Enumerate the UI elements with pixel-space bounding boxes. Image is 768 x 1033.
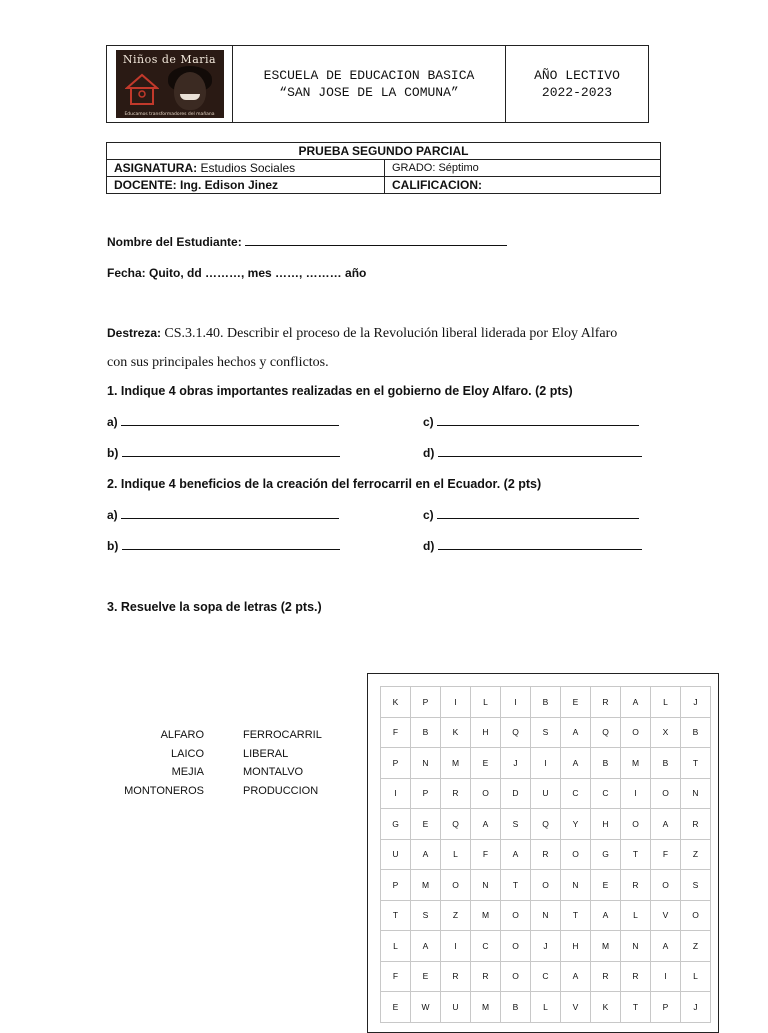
grid-cell[interactable]: S — [531, 717, 561, 748]
grid-cell[interactable]: L — [471, 687, 501, 718]
grid-cell[interactable]: N — [531, 900, 561, 931]
calificacion-cell: CALIFICACION: — [385, 177, 661, 194]
grid-cell[interactable]: U — [531, 778, 561, 809]
q2-answer-a-field[interactable] — [121, 508, 339, 519]
grid-cell[interactable]: M — [411, 870, 441, 901]
grid-cell[interactable]: O — [441, 870, 471, 901]
grid-row — [381, 809, 711, 840]
grid-cell[interactable]: F — [471, 839, 501, 870]
grid-cell[interactable]: E — [591, 870, 621, 901]
grid-cell[interactable]: C — [561, 778, 591, 809]
q1-answer-c-field[interactable] — [437, 415, 639, 426]
grid-cell[interactable]: I — [651, 961, 681, 992]
grid-cell[interactable]: O — [621, 809, 651, 840]
grid-cell[interactable]: G — [591, 839, 621, 870]
logo-caption: Educamos transformadores del mañana — [124, 112, 215, 117]
word-list-right — [243, 726, 322, 800]
grid-cell[interactable]: V — [651, 900, 681, 931]
grid-cell[interactable]: J — [531, 931, 561, 962]
grid-cell[interactable]: N — [621, 931, 651, 962]
word-item: MONTONEROS — [124, 784, 204, 797]
school-name-cell — [233, 46, 506, 122]
exam-title: PRUEBA SEGUNDO PARCIAL — [107, 143, 661, 160]
q2-answer-d-field[interactable] — [438, 539, 642, 550]
destreza-text-1: CS.3.1.40. Describir el proceso de la Revolución liberal liderada por Eloy Alfaro — [164, 326, 618, 341]
word-item: LAICO — [170, 747, 204, 760]
school-line-2: “SAN JOSE DE LA COMUNA” — [279, 85, 459, 100]
grid-cell[interactable]: E — [411, 809, 441, 840]
grid-cell[interactable]: D — [501, 778, 531, 809]
grid-cell[interactable]: R — [621, 961, 651, 992]
grid-cell[interactable]: R — [681, 809, 711, 840]
grid-cell[interactable]: T — [501, 870, 531, 901]
exam-info-table — [106, 142, 661, 194]
grid-cell[interactable]: O — [621, 717, 651, 748]
grid-cell[interactable]: O — [561, 839, 591, 870]
grid-cell[interactable]: L — [531, 992, 561, 1023]
q1-answer-d — [423, 446, 642, 460]
grid-cell[interactable]: P — [651, 992, 681, 1023]
grid-cell[interactable]: T — [561, 900, 591, 931]
grid-cell[interactable]: R — [531, 839, 561, 870]
docente-cell: DOCENTE: Ing. Edison Jinez — [107, 177, 385, 194]
q2-option-d-label: d) — [423, 539, 435, 553]
grid-cell[interactable]: N — [411, 748, 441, 779]
grid-cell[interactable]: B — [411, 717, 441, 748]
grid-cell[interactable]: A — [561, 748, 591, 779]
grid-cell[interactable]: R — [441, 778, 471, 809]
question-1: 1. Indique 4 obras importantes realizadas en el gobierno de Eloy Alfaro. (2 pts) — [107, 384, 573, 398]
grid-cell[interactable]: S — [681, 870, 711, 901]
grid-row — [381, 839, 711, 870]
destreza-line-1 — [107, 326, 617, 342]
grid-cell[interactable]: Q — [591, 717, 621, 748]
grid-cell[interactable]: M — [441, 748, 471, 779]
grid-cell[interactable]: J — [501, 748, 531, 779]
q1-answer-b — [107, 446, 340, 460]
grid-cell[interactable]: J — [681, 992, 711, 1023]
grid-cell[interactable]: C — [471, 931, 501, 962]
grid-cell[interactable]: L — [621, 900, 651, 931]
grid-cell[interactable]: B — [591, 748, 621, 779]
q2-option-c-label: c) — [423, 508, 434, 522]
grid-row — [381, 992, 711, 1023]
logo-title: Niños de Maria — [122, 53, 217, 66]
grid-cell[interactable]: L — [381, 931, 411, 962]
grid-cell[interactable]: S — [501, 809, 531, 840]
grid-cell[interactable]: O — [651, 778, 681, 809]
grid-cell[interactable]: T — [621, 992, 651, 1023]
grid-cell[interactable]: K — [441, 717, 471, 748]
grid-cell[interactable]: O — [501, 900, 531, 931]
grid-cell[interactable]: R — [591, 961, 621, 992]
q1-answer-d-field[interactable] — [438, 446, 642, 457]
q2-option-b-label: b) — [107, 539, 119, 553]
grid-cell[interactable]: E — [381, 992, 411, 1023]
grid-cell[interactable]: B — [651, 748, 681, 779]
grid-cell[interactable]: A — [651, 809, 681, 840]
grid-cell[interactable]: I — [531, 748, 561, 779]
grid-cell[interactable]: A — [411, 839, 441, 870]
date-line: Fecha: Quito, dd ………, mes ……, ……… año — [107, 266, 367, 280]
logo-cell — [107, 46, 233, 122]
grid-cell[interactable]: F — [381, 717, 411, 748]
grid-cell[interactable]: N — [561, 870, 591, 901]
grid-cell[interactable]: K — [381, 687, 411, 718]
word-search-grid — [380, 686, 711, 1023]
grid-cell[interactable]: G — [381, 809, 411, 840]
grid-cell[interactable]: S — [411, 900, 441, 931]
grid-cell[interactable]: Q — [441, 809, 471, 840]
child-photo — [174, 72, 206, 110]
grid-cell[interactable]: L — [651, 687, 681, 718]
q1-answer-a-field[interactable] — [121, 415, 339, 426]
student-name-label: Nombre del Estudiante: — [107, 235, 242, 249]
q1-answer-c — [423, 415, 639, 429]
school-year-cell — [506, 46, 648, 122]
grid-cell[interactable]: E — [411, 961, 441, 992]
grid-cell[interactable]: A — [411, 931, 441, 962]
q1-answer-a — [107, 415, 339, 429]
grid-cell[interactable]: P — [381, 870, 411, 901]
grid-cell[interactable]: O — [531, 870, 561, 901]
word-item: PRODUCCION — [243, 784, 319, 797]
destreza-text-2: con sus principales hechos y conflictos. — [107, 355, 329, 370]
grid-cell[interactable]: I — [381, 778, 411, 809]
grid-cell[interactable]: L — [681, 961, 711, 992]
grid-cell[interactable]: I — [501, 687, 531, 718]
grid-cell[interactable]: M — [471, 992, 501, 1023]
asignatura-value: Estudios Sociales — [200, 161, 296, 175]
grid-cell[interactable]: B — [681, 717, 711, 748]
grid-cell[interactable]: X — [651, 717, 681, 748]
grid-cell[interactable]: H — [561, 931, 591, 962]
grid-cell[interactable]: R — [441, 961, 471, 992]
grid-cell[interactable]: W — [411, 992, 441, 1023]
asignatura-label: ASIGNATURA: — [114, 161, 198, 175]
grid-cell[interactable]: U — [441, 992, 471, 1023]
grid-cell[interactable]: A — [591, 900, 621, 931]
grid-cell[interactable]: H — [471, 717, 501, 748]
q2-answer-c — [423, 508, 639, 522]
question-3: 3. Resuelve la sopa de letras (2 pts.) — [107, 600, 322, 614]
year-value: 2022-2023 — [541, 85, 613, 100]
grid-cell[interactable]: E — [471, 748, 501, 779]
word-item: FERROCARRIL — [243, 729, 322, 741]
grid-row — [381, 687, 711, 718]
q1-option-d-label: d) — [423, 446, 435, 460]
grid-cell[interactable]: A — [471, 809, 501, 840]
grid-cell[interactable]: R — [591, 687, 621, 718]
grid-cell[interactable]: M — [621, 748, 651, 779]
grid-cell[interactable]: A — [621, 687, 651, 718]
header-box — [106, 45, 649, 123]
grid-cell[interactable]: O — [501, 961, 531, 992]
grid-cell[interactable]: T — [681, 748, 711, 779]
word-search-puzzle — [367, 673, 719, 1033]
grid-cell[interactable]: F — [651, 839, 681, 870]
grid-cell[interactable]: Z — [441, 900, 471, 931]
grid-cell[interactable]: N — [681, 778, 711, 809]
grid-cell[interactable]: N — [471, 870, 501, 901]
question-2: 2. Indique 4 beneficios de la creación del ferrocarril en el Ecuador. (2 pts) — [107, 477, 542, 491]
grid-cell[interactable]: R — [621, 870, 651, 901]
student-name-line — [107, 235, 507, 249]
grid-cell[interactable]: T — [621, 839, 651, 870]
grid-row — [381, 748, 711, 779]
grid-cell[interactable]: P — [381, 748, 411, 779]
grid-cell[interactable]: Y — [561, 809, 591, 840]
grid-cell[interactable]: C — [591, 778, 621, 809]
grid-cell[interactable]: O — [501, 931, 531, 962]
year-label: AÑO LECTIVO — [534, 68, 620, 83]
grid-row — [381, 778, 711, 809]
grid-row — [381, 900, 711, 931]
grid-cell[interactable]: O — [651, 870, 681, 901]
word-item: MEJIA — [171, 766, 204, 778]
grid-cell[interactable]: O — [681, 900, 711, 931]
grid-cell[interactable]: P — [411, 687, 441, 718]
q2-answer-b — [107, 539, 340, 553]
grid-cell[interactable]: M — [591, 931, 621, 962]
word-item: LIBERAL — [243, 747, 289, 760]
grid-cell[interactable]: U — [381, 839, 411, 870]
grid-cell[interactable]: Z — [681, 839, 711, 870]
grid-cell[interactable]: H — [591, 809, 621, 840]
q2-answer-c-field[interactable] — [437, 508, 639, 519]
grid-cell[interactable]: A — [501, 839, 531, 870]
grid-cell[interactable]: E — [561, 687, 591, 718]
grid-cell[interactable]: A — [561, 961, 591, 992]
grid-row — [381, 931, 711, 962]
grid-row — [381, 717, 711, 748]
q1-option-a-label: a) — [107, 415, 118, 429]
grid-cell[interactable]: C — [531, 961, 561, 992]
word-item: ALFARO — [160, 729, 204, 741]
house-icon — [125, 72, 159, 106]
q2-answer-d — [423, 539, 642, 553]
grid-cell[interactable]: T — [381, 900, 411, 931]
grid-cell[interactable]: Q — [501, 717, 531, 748]
grid-cell[interactable]: Z — [681, 931, 711, 962]
grado-cell: GRADO: Séptimo — [385, 160, 661, 177]
grid-cell[interactable]: L — [441, 839, 471, 870]
grid-cell[interactable]: A — [561, 717, 591, 748]
q1-option-c-label: c) — [423, 415, 434, 429]
grid-cell[interactable]: J — [681, 687, 711, 718]
grid-cell[interactable]: B — [531, 687, 561, 718]
grid-cell[interactable]: I — [621, 778, 651, 809]
grid-row — [381, 961, 711, 992]
grid-cell[interactable]: R — [471, 961, 501, 992]
q1-option-b-label: b) — [107, 446, 119, 460]
asignatura-cell — [107, 160, 385, 177]
q2-answer-b-field[interactable] — [122, 539, 340, 550]
grid-cell[interactable]: V — [561, 992, 591, 1023]
grid-cell[interactable]: K — [591, 992, 621, 1023]
word-item: MONTALVO — [243, 766, 304, 778]
q2-option-a-label: a) — [107, 508, 118, 522]
student-name-field[interactable] — [245, 235, 507, 246]
grid-cell[interactable]: Q — [531, 809, 561, 840]
school-line-1: ESCUELA DE EDUCACION BASICA — [263, 68, 475, 83]
grid-cell[interactable]: I — [441, 687, 471, 718]
grid-cell[interactable]: O — [471, 778, 501, 809]
destreza-label: Destreza: — [107, 326, 162, 340]
grid-cell[interactable]: P — [411, 778, 441, 809]
q1-answer-b-field[interactable] — [122, 446, 340, 457]
grid-cell[interactable]: M — [471, 900, 501, 931]
grid-cell[interactable]: B — [501, 992, 531, 1023]
grid-row — [381, 870, 711, 901]
grid-cell[interactable]: F — [381, 961, 411, 992]
q2-answer-a — [107, 508, 339, 522]
grid-cell[interactable]: A — [651, 931, 681, 962]
school-logo — [116, 50, 224, 118]
word-list-left — [106, 726, 204, 800]
grid-cell[interactable]: I — [441, 931, 471, 962]
